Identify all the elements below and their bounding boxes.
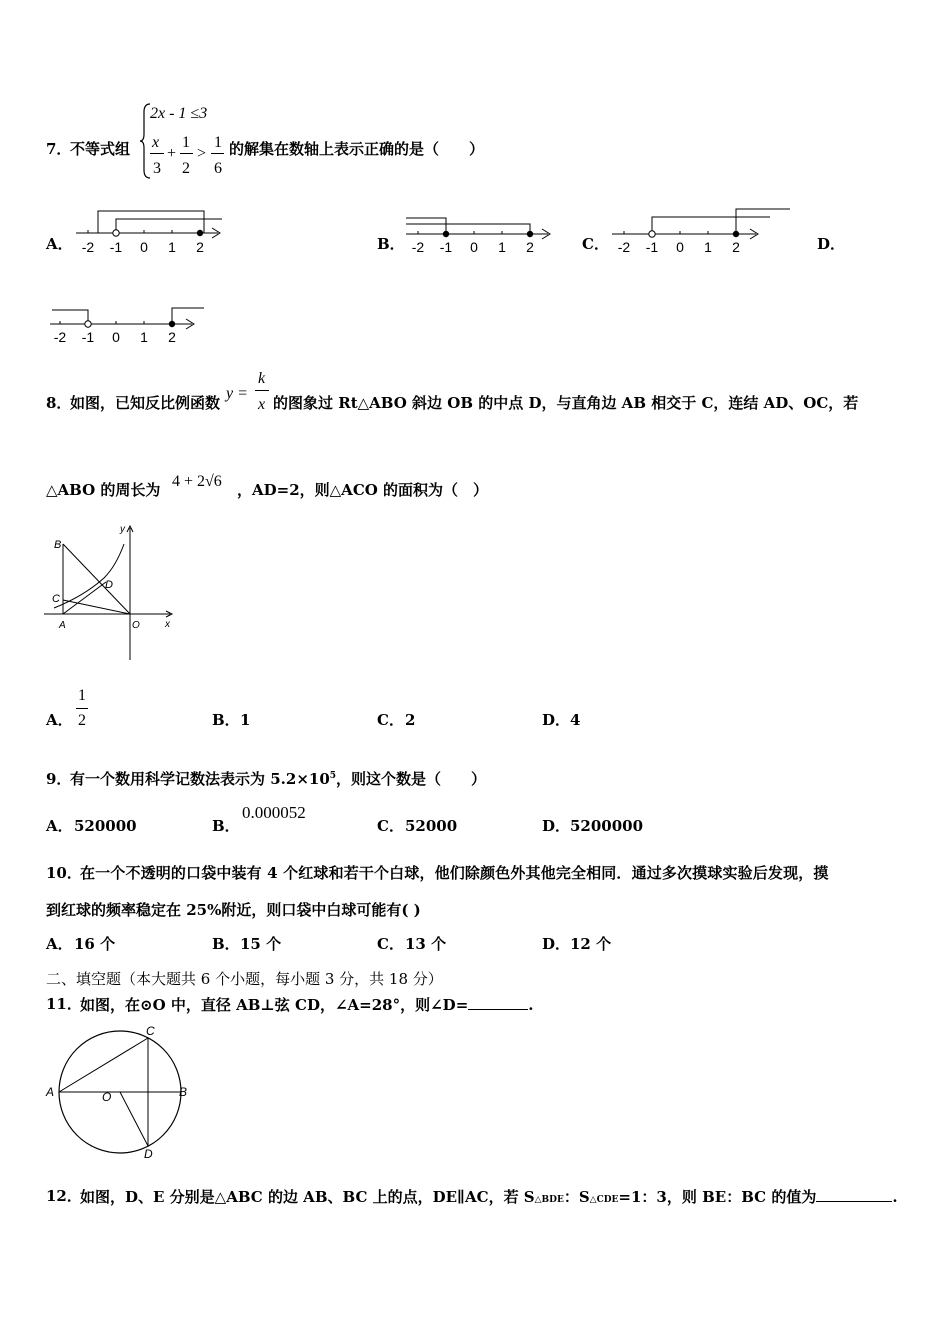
q9-option-b-label[interactable]: B． [212,817,240,835]
q8-option-a-denominator[interactable]: 2 [78,712,86,729]
q8-stem-tail: 的图象过 Rt△ABO 斜边 OB 的中点 D，与直角边 AB 相交于 C，连结 AD、OC，若 [273,394,859,412]
q8-option-a-bar [76,708,88,709]
q7-number: 7． [46,140,72,158]
q8-number: 8． [46,394,72,412]
q7-frac1-numerator: x [152,134,160,151]
q7-plus: + [167,145,177,162]
q11-number: 11． [46,995,82,1013]
q7-frac2-bar [180,153,193,154]
q7-greater-than: > [197,145,207,162]
q12-end: . [892,1188,898,1206]
q9-option-a-value[interactable]: 520000 [74,817,137,835]
tick-label: -1 [109,239,123,255]
label-O: O [132,620,140,631]
q7-option-b-number-line[interactable] [404,212,556,257]
q8-line2-tail: ，AD=2，则△ACO 的面积为（ ） [237,481,489,499]
q9-option-c-label[interactable]: C． [377,817,404,835]
q7-frac1-denominator: 3 [153,160,161,177]
q10-option-d-label[interactable]: D． [542,935,571,953]
q7-option-d-number-line[interactable] [46,302,208,347]
q9-option-a-label[interactable]: A． [46,817,73,835]
q8-option-c-label[interactable]: C． [377,711,404,729]
tick-label: -2 [617,239,631,255]
q7-option-a-number-line[interactable] [74,207,226,257]
q10-option-c-label[interactable]: C． [377,935,404,953]
q8-option-b-label[interactable]: B． [212,711,240,729]
q7-stem-lead: 不等式组 [70,140,131,158]
q7-option-c-number-line[interactable] [610,205,795,257]
q7-frac1-bar [150,153,164,154]
tick-label: -2 [53,329,67,345]
tick-label: -1 [81,329,95,345]
label-O: O [102,1090,112,1104]
q8-option-a-label[interactable]: A． [46,711,73,729]
q10-option-b-label[interactable]: B． [212,935,240,953]
tick-label: 2 [732,239,740,255]
q8-line2-lead: △ABO 的周长为 [46,481,161,499]
tick-label: -1 [439,239,453,255]
q7-option-c-label[interactable]: C． [582,235,609,253]
q11-stem [80,997,534,1013]
label-C: C [52,593,60,605]
tick-label: 1 [168,239,176,255]
q7-inequality-1: 2x - 1 ≤3 [150,105,208,122]
tick-label: 0 [676,239,684,255]
q10-line-1: 在一个不透明的口袋中装有 4 个红球和若干个白球，他们除颜色外其他完全相同．通过多次摸球实验后发现，摸 [80,864,829,882]
tick-label: 2 [168,329,176,345]
q8-option-b-value[interactable]: 1 [240,711,251,729]
q8-figure [44,522,179,664]
q7-option-a-label[interactable]: A． [46,235,73,253]
q10-option-b-value[interactable]: 15 个 [240,935,282,953]
label-x: x [165,619,170,630]
q10-line-2: 到红球的频率稳定在 25%附近，则口袋中白球可能有( ) [46,901,421,919]
q10-option-a-label[interactable]: A． [46,935,73,953]
tick-label: 1 [498,239,506,255]
label-A: A [59,620,66,631]
q10-number: 10． [46,864,82,882]
q10-option-d-value[interactable]: 12 个 [570,935,612,953]
q9-stem-text: 有一个数用科学记数法表示为 5.2×10 [70,770,330,788]
q9-option-d-label[interactable]: D． [542,817,571,835]
q7-frac3-denominator: 6 [214,160,222,177]
label-B: B [179,1085,188,1099]
q12-stem [80,1189,898,1205]
section-2-title: 二、填空题（本大题共 6 个小题，每小题 3 分，共 18 分） [46,970,443,988]
q8-option-d-label[interactable]: D． [542,711,571,729]
tick-label: -2 [81,239,95,255]
q9-stem [70,772,486,787]
q9-number: 9． [46,770,72,788]
tick-label: 2 [526,239,534,255]
label-y: y [120,524,125,535]
tick-label: 0 [140,239,148,255]
q12-stem-a: 如图，D、E 分别是△ABC 的边 AB、BC 上的点，DE∥AC，若 S [80,1188,535,1206]
label-A: A [46,1085,55,1099]
tick-label: 0 [470,239,478,255]
q9-option-b-value[interactable]: 0.000052 [242,803,306,822]
q12-sub-bde: △BDE [534,1195,564,1205]
q8-option-a-numerator[interactable]: 1 [78,687,86,704]
tick-label: -2 [411,239,425,255]
q12-stem-b: =1：3，则 BE：BC 的值为 [618,1188,817,1206]
tick-label: 0 [112,329,120,345]
q7-stem-tail: 的解集在数轴上表示正确的是（ ） [229,140,485,158]
q7-frac2-denominator: 2 [182,160,190,177]
q8-option-c-value[interactable]: 2 [405,711,416,729]
label-C: C [146,1024,155,1038]
tick-label: -1 [645,239,659,255]
q9-option-d-value[interactable]: 5200000 [570,817,644,835]
q8-function-x: x [258,396,266,413]
q11-answer-blank[interactable] [468,997,528,1010]
q8-function-k: k [258,370,266,387]
q7-frac3-numerator: 1 [214,134,222,151]
q8-stem-lead: 如图，已知反比例函数 [70,394,221,412]
q7-option-b-label[interactable]: B． [377,235,405,253]
label-B: B [54,539,62,551]
q10-option-a-value[interactable]: 16 个 [74,935,116,953]
q12-sub-cde: △CDE [589,1195,619,1205]
q7-option-d-label[interactable]: D． [817,235,846,253]
q11-circle-figure [42,1022,198,1164]
q12-answer-blank[interactable] [816,1189,892,1202]
q9-exponent: 5 [329,771,337,781]
q8-function-y: y = [226,385,248,402]
q7-frac2-numerator: 1 [182,134,190,151]
q11-stem-text: 如图，在⊙O 中，直径 AB⊥弦 CD，∠A=28°，则∠D= [80,996,469,1014]
q9-stem-tail: ，则这个数是（ ） [336,770,487,788]
label-D: D [144,1147,153,1161]
tick-label: 1 [140,329,148,345]
q11-end: . [528,996,534,1014]
q9-option-c-value[interactable]: 52000 [405,817,458,835]
label-D: D [105,579,113,591]
tick-label: 1 [704,239,712,255]
q12-mid: ：S [563,1188,590,1206]
q7-frac3-bar [211,153,224,154]
q8-function-bar [255,390,269,391]
q8-option-d-value[interactable]: 4 [570,711,581,729]
q12-number: 12． [46,1187,82,1205]
q8-perimeter: 4 + 2√6 [172,473,222,490]
q10-option-c-value[interactable]: 13 个 [405,935,447,953]
tick-label: 2 [196,239,204,255]
